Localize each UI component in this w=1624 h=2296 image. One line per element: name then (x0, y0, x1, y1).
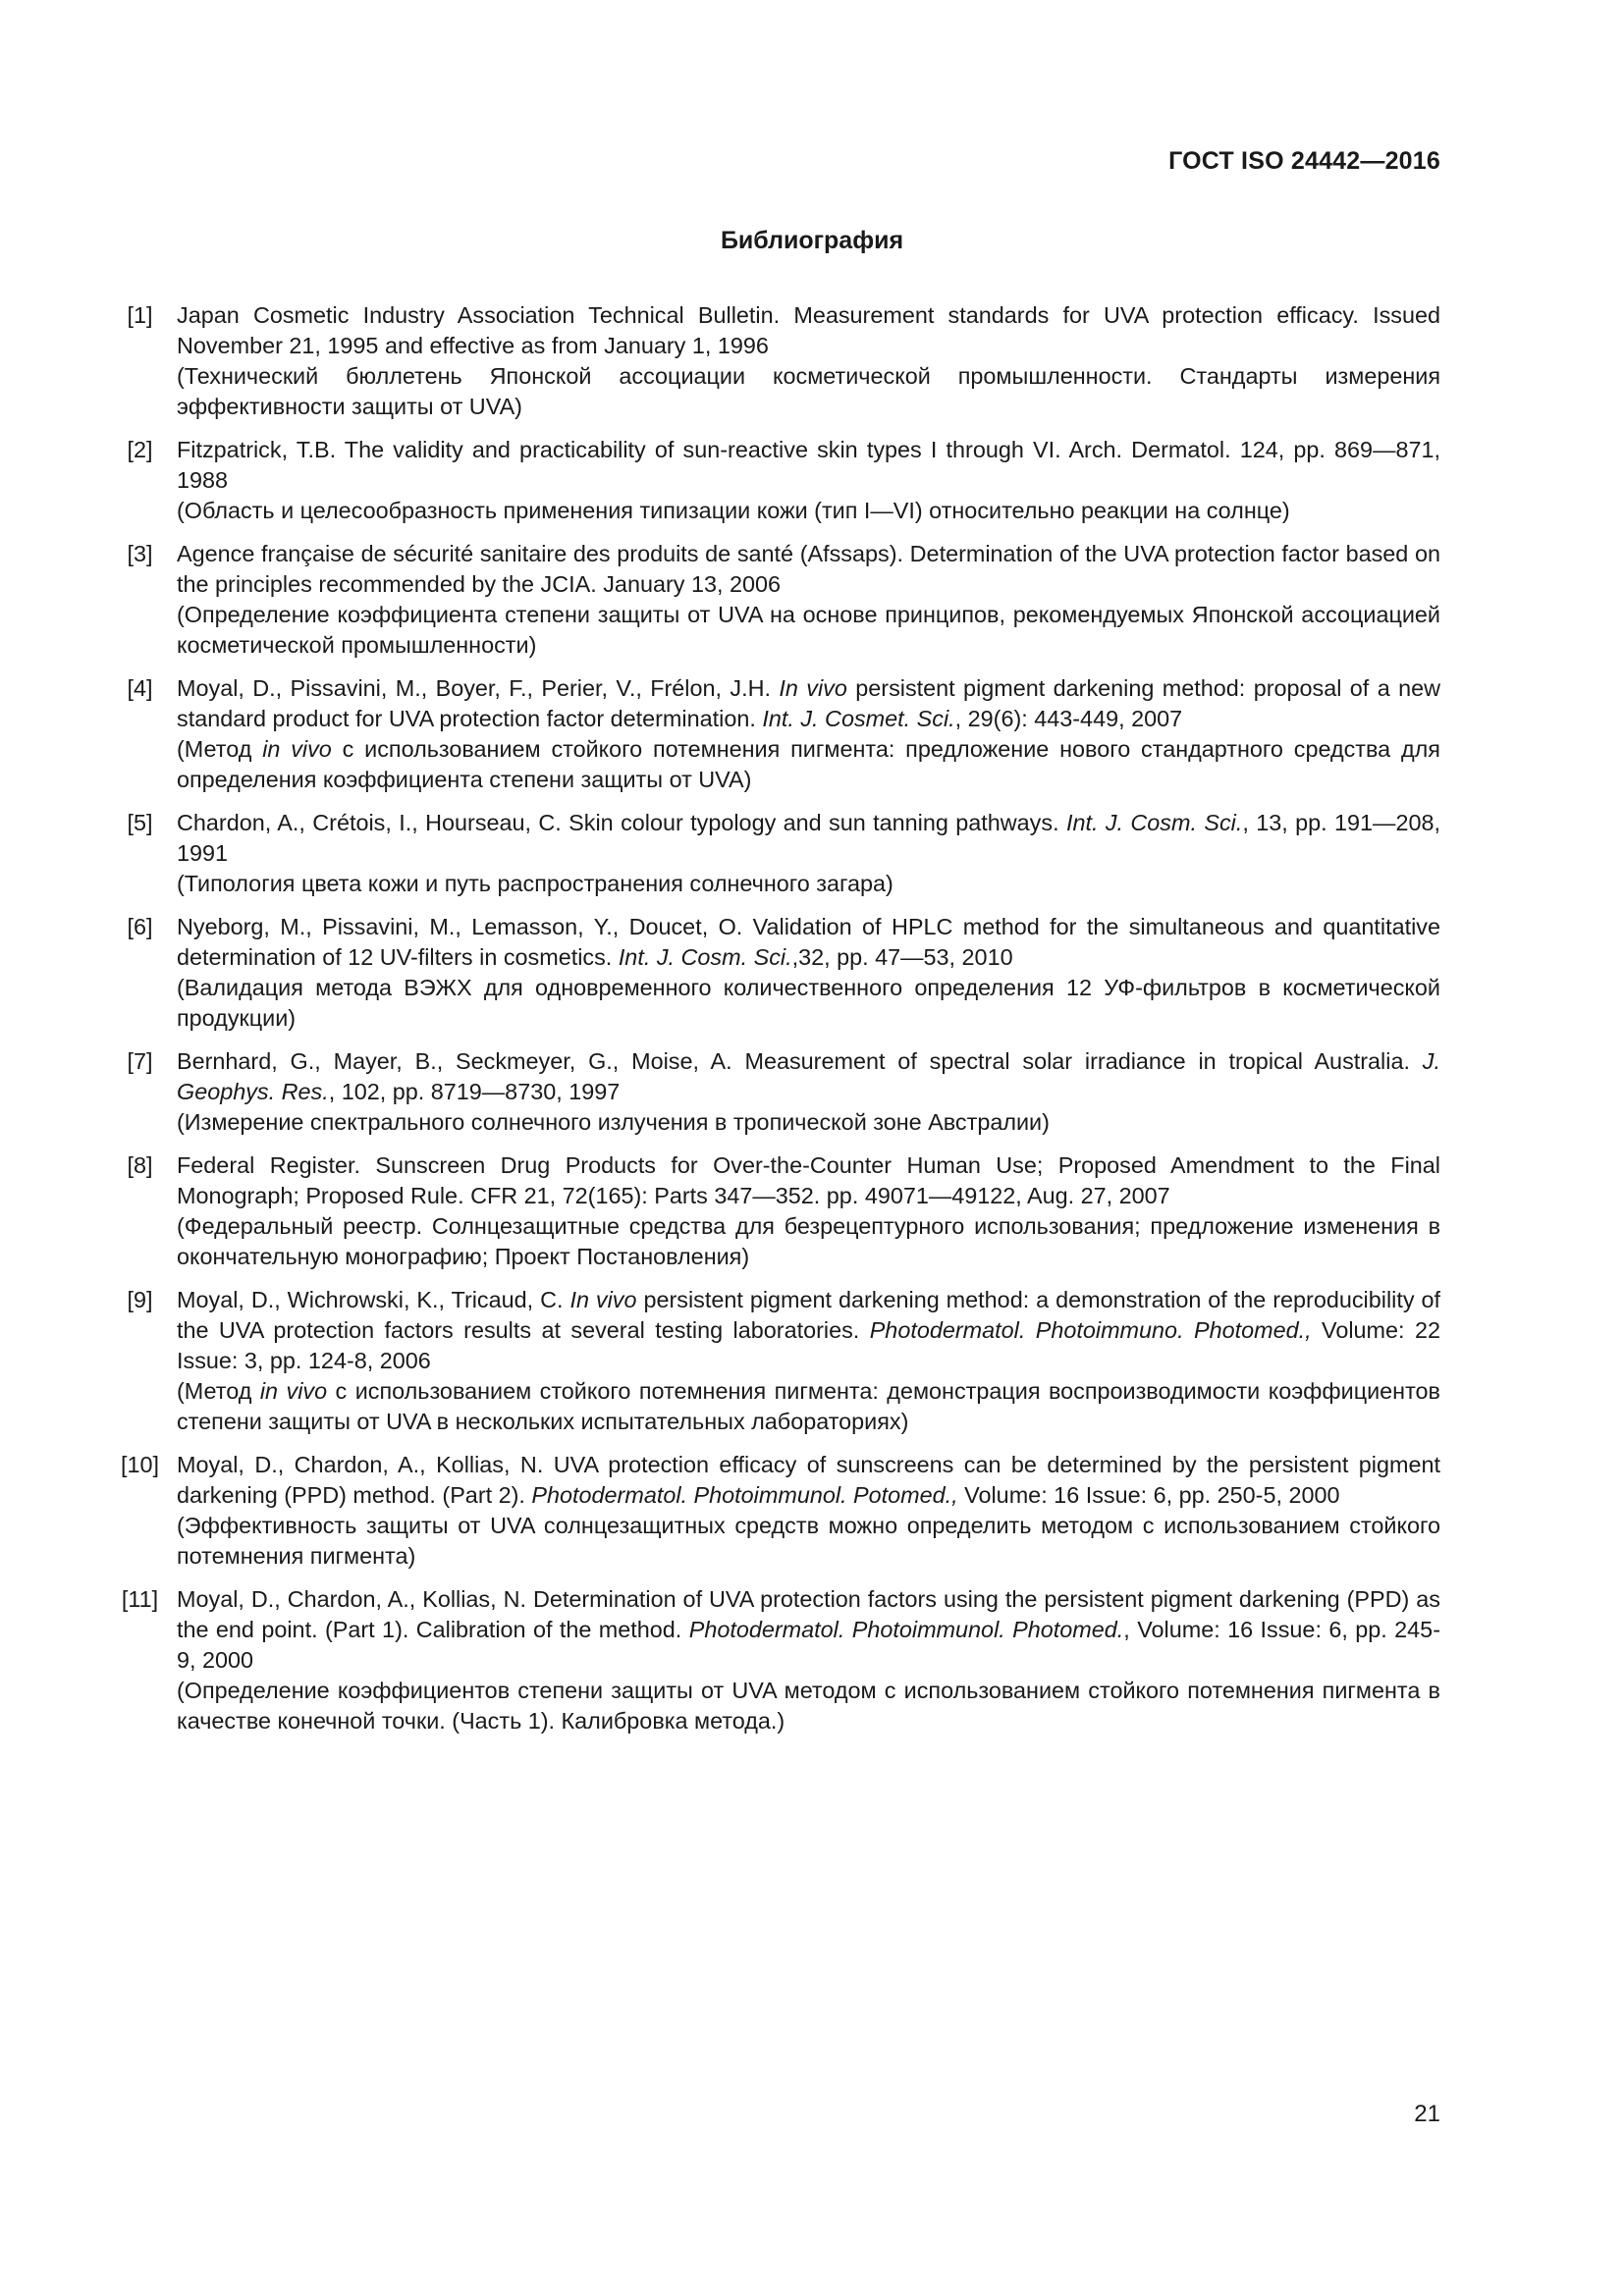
text-run: (Валидация метода ВЭЖХ для одновременного количественного определения 12 УФ-фильтров в косметической продукции) (177, 975, 1440, 1031)
entry-russian-translation (177, 973, 1440, 1034)
entry-original-citation (177, 673, 1440, 734)
text-run: Volume: 22 Issue: 3, pp. 124-8, 2006 (177, 1317, 1440, 1373)
text-run: (Эффективность защиты от UVA солнцезащитных средств можно определить методом с использованием стойкого потемнения пигмента) (177, 1513, 1440, 1569)
entry-russian-translation (177, 600, 1440, 661)
italic-text: Int. J. Cosm. Sci. (1065, 810, 1243, 835)
entry-russian-translation (177, 1511, 1440, 1572)
section-title: Библиография (720, 227, 904, 254)
text-run: (Определение коэффициента степени защиты от UVA на основе принципов, рекомендуемых Японской ассоциацией косметической промышленности) (177, 602, 1440, 658)
entry-original-citation (177, 1150, 1440, 1211)
text-run: Nyeborg, M., Pissavini, M., Lemasson, Y., Doucet, O. Validation of HPLC method for the simultaneous and quantitative determination of 12 UV-filters in cosmetics. (177, 914, 1440, 970)
entry-number: [10] (120, 1452, 159, 1477)
entry-number: [8] (127, 1152, 153, 1178)
text-run: с использованием стойкого потемнения пигмента: демонстрация воспроизводимости коэффициентов степени защиты от UVA в нескольких испытательных лабораториях) (177, 1378, 1440, 1434)
text-run: (Технический бюллетень Японской ассоциации косметической промышленности. Стандарты измерения эффективности защиты от UVA) (177, 363, 1440, 419)
text-run: Bernhard, G., Mayer, B., Seckmeyer, G., Moise, A. Measurement of spectral solar irradiance in tropical Australia. (177, 1048, 1423, 1074)
entry-russian-translation (177, 1211, 1440, 1272)
entry-original-citation (177, 1046, 1440, 1107)
entry-number: [2] (127, 437, 153, 462)
text-run: Moyal, D., Pissavini, M., Boyer, F., Perier, V., Frélon, J.H. (177, 675, 780, 701)
text-run: с использованием стойкого потемнения пигмента: предложение нового стандартного средства для определения коэффициента степени защиты от UVA) (177, 736, 1440, 792)
text-run: Fitzpatrick, T.B. The validity and practicability of sun-reactive skin types I through VI. Arch. Dermatol. 124, pp. 869—871, 1988 (177, 437, 1440, 493)
text-run: persistent pigment darkening method: proposal of a new standard product for UVA protection factor determination. (177, 675, 1441, 731)
bibliography-entry (113, 1285, 1440, 1437)
text-run: (Область и целесообразность применения типизации кожи (тип I—VI) относительно реакции на солнце) (177, 498, 1290, 523)
bibliography-entry (113, 435, 1440, 526)
document-code-header: ГОСТ ISO 24442—2016 (1168, 147, 1440, 175)
entry-original-citation (177, 539, 1440, 600)
entry-original-citation (177, 912, 1440, 973)
entry-original-citation (177, 1450, 1440, 1511)
entry-russian-translation (177, 496, 1440, 526)
italic-text: Int. J. Cosmet. Sci. (762, 706, 955, 731)
italic-text: In vivo (569, 1287, 637, 1312)
entry-russian-translation (177, 869, 1440, 899)
text-run: (Определение коэффициентов степени защиты от UVA методом с использованием стойкого потемнения пигмента в качестве конечной точки. (Часть 1). Калибровка метода.) (177, 1678, 1440, 1734)
text-run: Agence française de sécurité sanitaire des produits de santé (Afssaps). Determination of the UVA protection factor based on the principles recommended by the JCIA. January 13, 2006 (177, 541, 1440, 597)
text-run: , 102, pp. 8719—8730, 1997 (328, 1079, 621, 1104)
italic-text: in vivo (262, 736, 332, 762)
text-run: Chardon, A., Crétois, I., Hourseau, C. Skin colour typology and sun tanning pathways. (177, 810, 1066, 835)
bibliography-entry (113, 1046, 1440, 1138)
entry-original-citation (177, 300, 1440, 361)
text-run: (Федеральный реестр. Солнцезащитные средства для безрецептурного использования; предложение изменения в окончательную монографию; Проект Постановления) (177, 1213, 1440, 1269)
italic-text: in vivo (259, 1378, 328, 1404)
entry-number: [5] (127, 810, 153, 835)
entry-number: [1] (127, 302, 153, 328)
entry-number: [9] (127, 1287, 153, 1312)
italic-text: Int. J. Cosm. Sci. (618, 944, 792, 970)
text-run: , Volume: 16 Issue: 6, pp. 245-9, 2000 (177, 1617, 1440, 1673)
entry-russian-translation (177, 734, 1440, 795)
entry-original-citation (177, 1285, 1440, 1376)
entry-number: [3] (127, 541, 153, 566)
entry-original-citation (177, 808, 1440, 869)
entry-original-citation (177, 1584, 1440, 1676)
bibliography-entry (113, 912, 1440, 1034)
text-run: Moyal, D., Chardon, A., Kollias, N. UVA protection efficacy of sunscreens can be determined by the persistent pigment darkening (PPD) method. (Part 2). (177, 1452, 1440, 1508)
entry-number: [4] (127, 675, 153, 701)
italic-text: Photodermatol. Photoimmunol. Potomed., (531, 1482, 958, 1508)
text-run: , 29(6): 443-449, 2007 (954, 706, 1183, 731)
bibliography-entry (113, 1150, 1440, 1272)
text-run: Moyal, D., Chardon, A., Kollias, N. Determination of UVA protection factors using the persistent pigment darkening (PPD) as the end point. (Part 1). Calibration of the method. (177, 1586, 1440, 1642)
entry-original-citation (177, 435, 1440, 496)
bibliography-entry (113, 300, 1440, 422)
text-run: (Метод (177, 736, 263, 762)
text-run: Federal Register. Sunscreen Drug Products for Over-the-Counter Human Use; Proposed Amendment to the Final Monograph; Proposed Rule. CFR 21, 72(165): Parts 347—352. pp. 49071—49122, Aug. 27, 2007 (177, 1152, 1440, 1208)
entry-number: [6] (127, 914, 153, 939)
text-run: Volume: 16 Issue: 6, pp. 250-5, 2000 (957, 1482, 1340, 1508)
bibliography-entry (113, 1450, 1440, 1572)
entry-russian-translation (177, 361, 1440, 422)
bibliography-entry (113, 1584, 1440, 1736)
entry-russian-translation (177, 1676, 1440, 1736)
text-run: Japan Cosmetic Industry Association Technical Bulletin. Measurement standards for UVA protection efficacy. Issued November 21, 1995 and effective as from January 1, 1996 (177, 302, 1440, 358)
bibliography-list (113, 300, 1440, 1749)
text-run: ,32, pp. 47—53, 2010 (791, 944, 1013, 970)
text-run: (Измерение спектрального солнечного излучения в тропической зоне Австралии) (177, 1109, 1050, 1135)
italic-text: J. Geophys. Res. (177, 1048, 1440, 1104)
entry-russian-translation (177, 1107, 1440, 1138)
text-run: Moyal, D., Wichrowski, K., Tricaud, C. (177, 1287, 570, 1312)
bibliography-entry (113, 673, 1440, 795)
italic-text: Photodermatol. Photoimmuno. Photomed., (869, 1317, 1312, 1343)
italic-text: Photodermatol. Photoimmunol. Photomed. (688, 1617, 1124, 1642)
entry-number: [7] (127, 1048, 153, 1074)
text-run: persistent pigment darkening method: a demonstration of the reproducibility of the UVA protection factors results at several testing laboratories. (177, 1287, 1440, 1343)
italic-text: In vivo (779, 675, 847, 701)
entry-russian-translation (177, 1376, 1440, 1437)
bibliography-entry (113, 808, 1440, 899)
bibliography-entry (113, 539, 1440, 661)
text-run: (Типология цвета кожи и путь распространения солнечного загара) (177, 871, 893, 896)
text-run: (Метод (177, 1378, 260, 1404)
page-number: 21 (1414, 2101, 1440, 2127)
text-run: , 13, pp. 191—208, 1991 (177, 810, 1440, 866)
entry-number: [11] (121, 1586, 159, 1612)
